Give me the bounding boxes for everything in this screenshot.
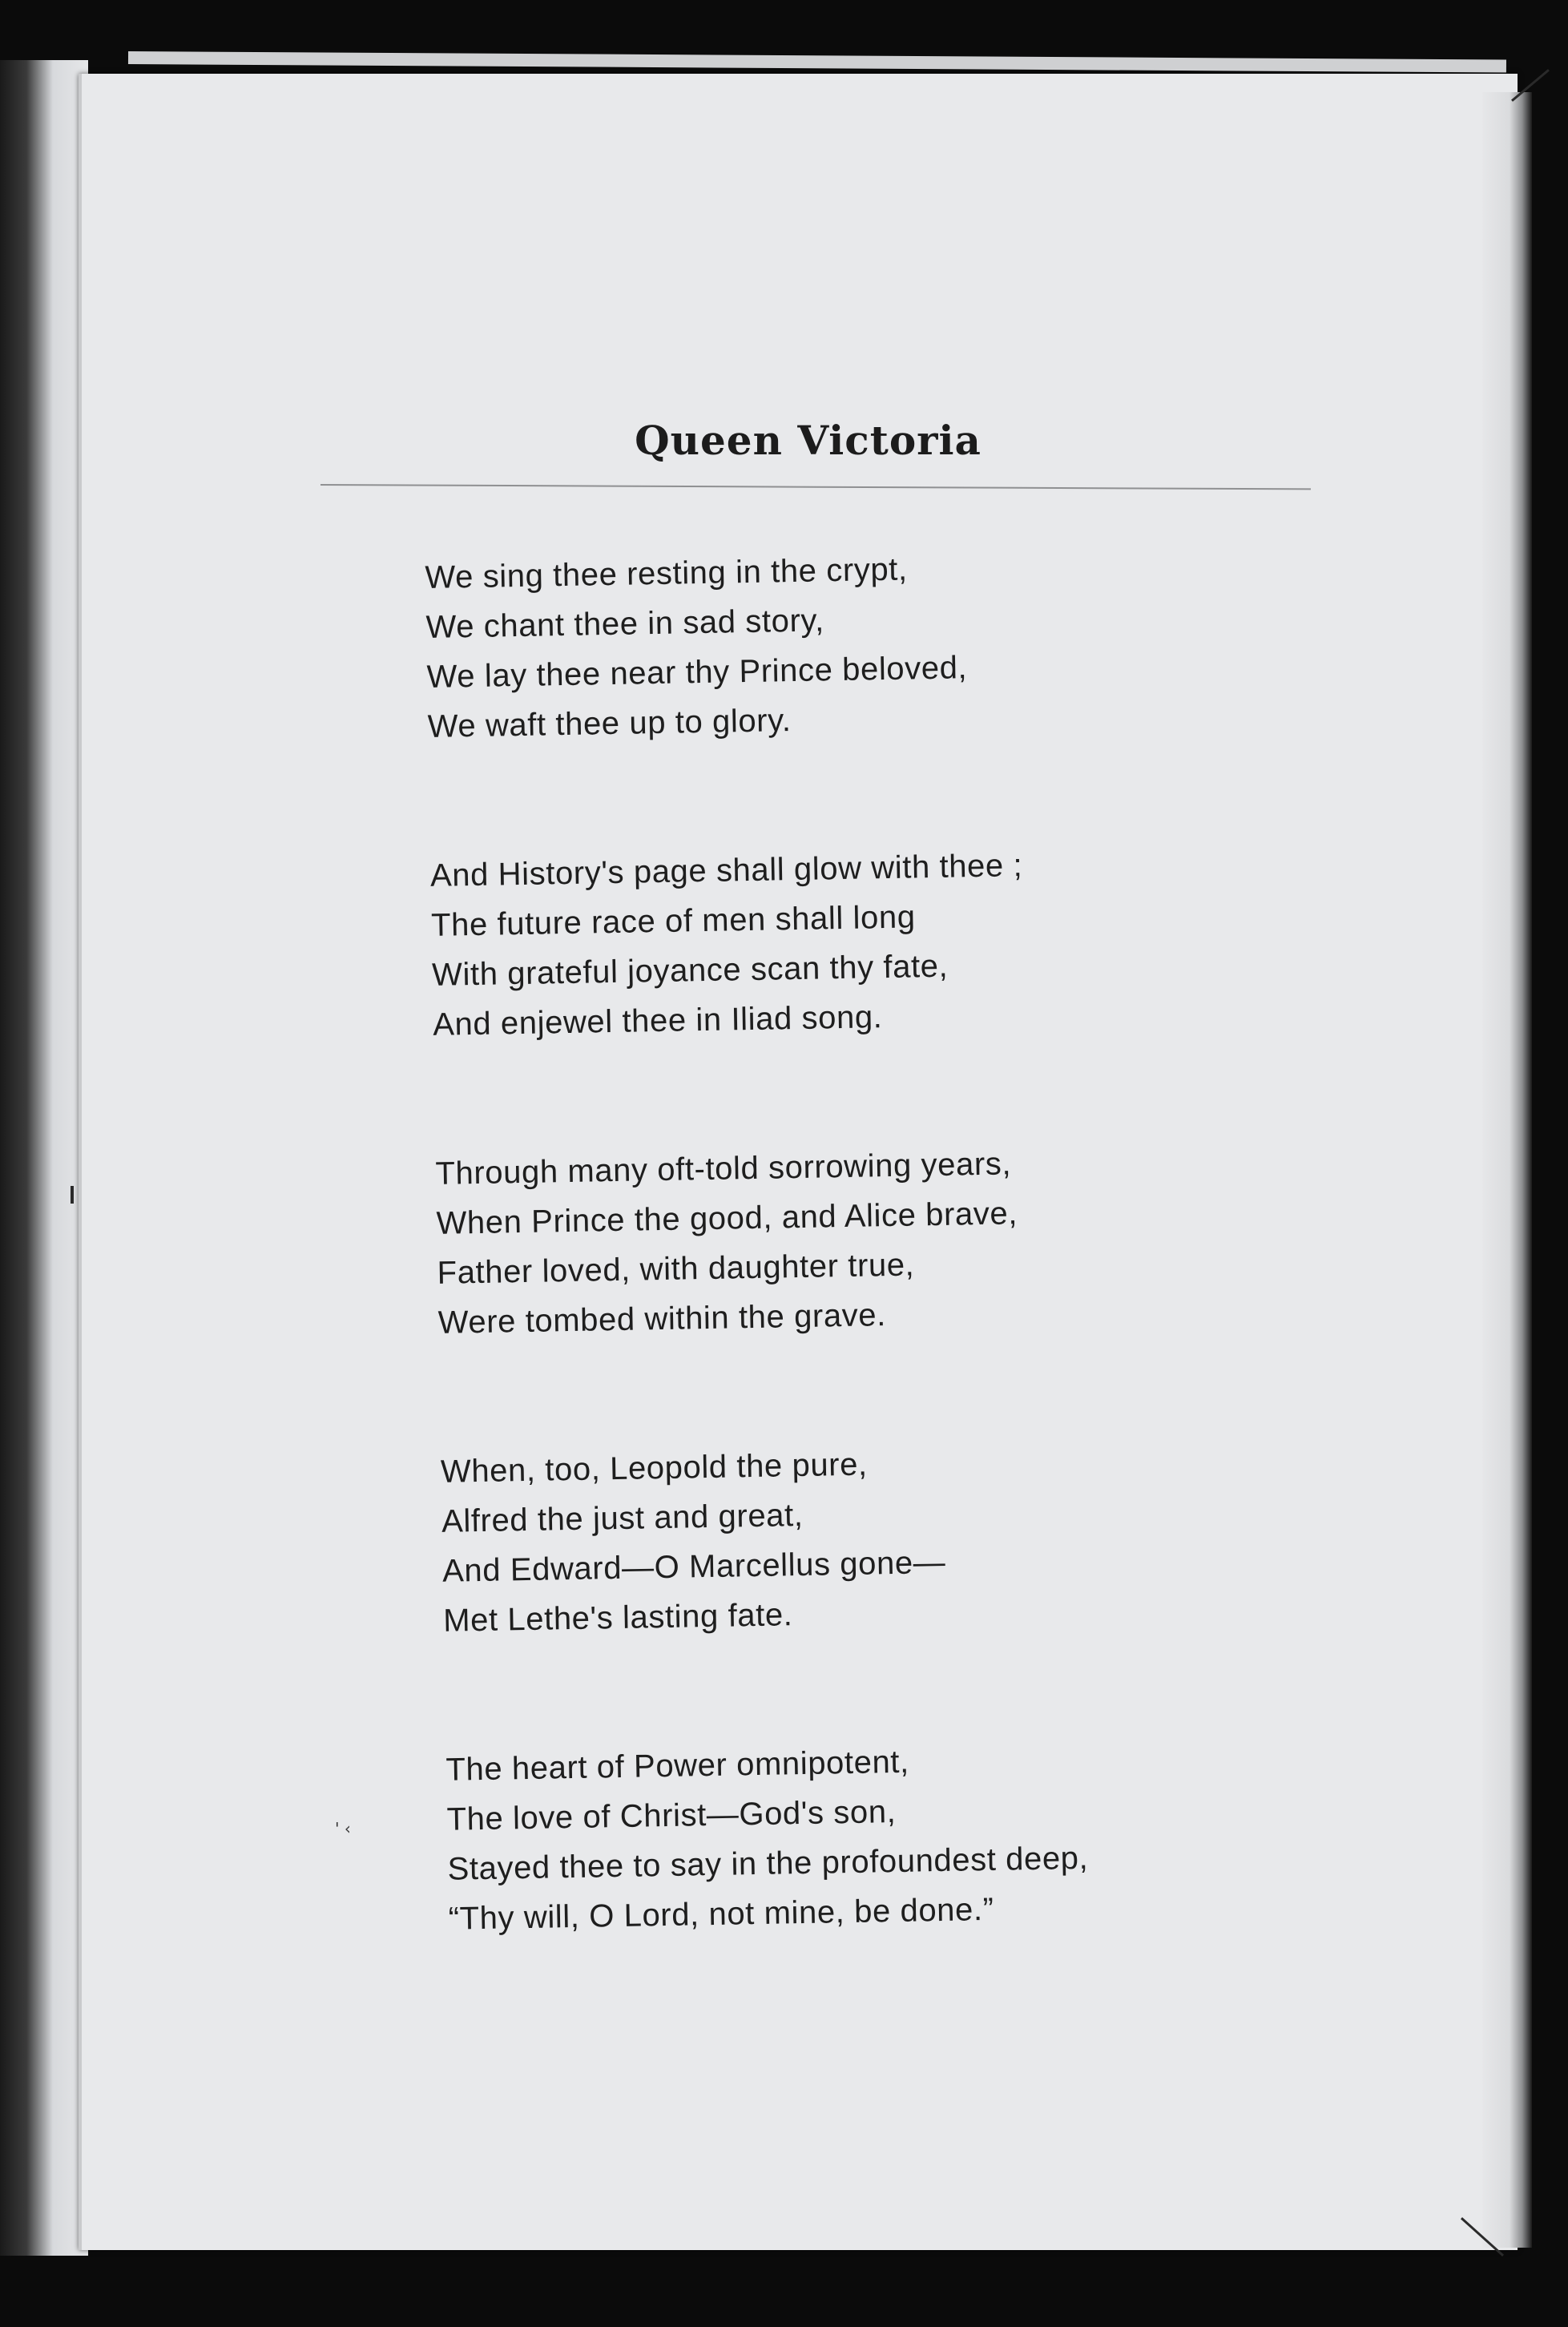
poem-line: And History's page shall glow with thee ; (429, 848, 1023, 893)
stanza (445, 1731, 1250, 1943)
stanza (440, 1433, 1244, 1645)
poem-line: With grateful joyance scan thy fate, (431, 948, 949, 993)
stanza (435, 1135, 1239, 1347)
poem-line: We chant thee in sad story, (425, 603, 825, 645)
poem-line: Through many oft-told sorrowing years, (435, 1146, 1012, 1192)
poem-title: Queen Victoria (635, 417, 982, 464)
poem-line: Father loved, with daughter true, (437, 1247, 915, 1291)
stanza (425, 539, 1229, 752)
poem-line: Met Lethe's lasting fate. (442, 1597, 793, 1639)
poem-line: When, too, Leopold the pure, (440, 1446, 869, 1490)
poem-line: Were tombed within the grave. (437, 1297, 887, 1341)
book-spine-edge (0, 60, 88, 2256)
poem-line: Alfred the just and great, (441, 1497, 804, 1539)
poem-line: The heart of Power omnipotent, (445, 1744, 910, 1788)
margin-marks: ' ‹ (335, 1819, 351, 1838)
poem-line: And enjewel thee in Iliad song. (432, 999, 883, 1043)
page-right-edge (1482, 92, 1532, 2248)
poem-line: We lay thee near thy Prince beloved, (426, 650, 968, 695)
poem-line: And Edward—O Marcellus gone— (441, 1544, 946, 1589)
poem-line: When Prince the good, and Alice brave, (436, 1196, 1018, 1241)
page-top-edge (128, 51, 1506, 73)
poem-line: We sing thee resting in the crypt, (425, 551, 909, 595)
poem-line: Stayed thee to say in the profoundest deep, (447, 1840, 1089, 1887)
poem-line: “Thy will, O Lord, not mine, be done.” (448, 1891, 994, 1937)
poem-line: We waft thee up to glory. (427, 703, 792, 744)
poem-body (425, 539, 1252, 2043)
poem-line: The love of Christ—God's son, (446, 1793, 897, 1837)
stanza (429, 837, 1234, 1049)
spine-mark (71, 1186, 74, 1204)
poem-line: The future race of men shall long (430, 899, 916, 943)
